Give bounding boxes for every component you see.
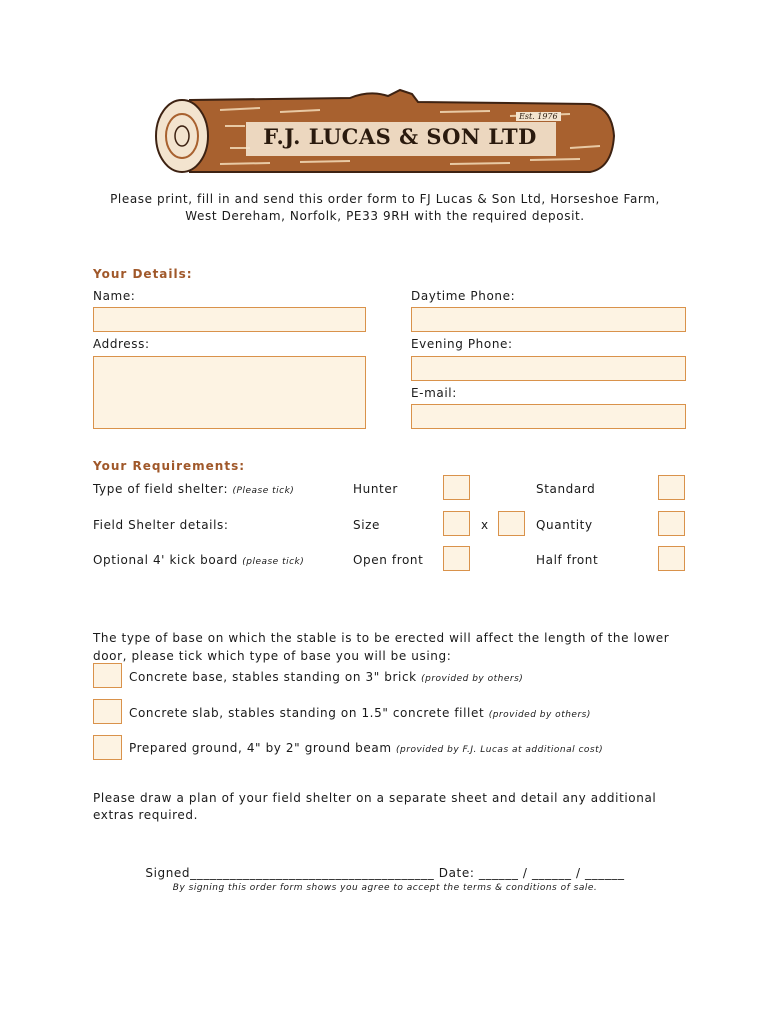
requirements-heading: Your Requirements:: [93, 459, 246, 473]
base-option-2-checkbox[interactable]: [93, 699, 122, 724]
intro-line-2: West Dereham, Norfolk, PE33 9RH with the required deposit.: [185, 209, 585, 223]
kick-board-label-text: Optional 4' kick board: [93, 553, 238, 567]
evening-phone-label: Evening Phone:: [411, 337, 513, 351]
base-intro-line-1: The type of base on which the stable is to be erected will affect the length of the lower: [93, 631, 670, 645]
daytime-phone-field[interactable]: [411, 307, 686, 332]
half-front-checkbox[interactable]: [658, 546, 685, 571]
address-label: Address:: [93, 337, 150, 351]
standard-label: Standard: [536, 482, 596, 496]
shelter-details-label: Field Shelter details:: [93, 518, 229, 532]
size-depth-field[interactable]: [498, 511, 525, 536]
company-logo: [150, 86, 620, 180]
size-width-field[interactable]: [443, 511, 470, 536]
base-option-1-text: Concrete base, stables standing on 3" brick: [129, 670, 417, 684]
address-field[interactable]: [93, 356, 366, 429]
kick-board-note: (please tick): [242, 557, 305, 567]
logo-est-label: Est. 1976: [516, 112, 561, 121]
signature-line[interactable]: Signed_____________________________________ Date: ______ / ______ / ______: [145, 866, 625, 880]
base-option-2-text: Concrete slab, stables standing on 1.5" concrete fillet: [129, 706, 485, 720]
shelter-type-label-text: Type of field shelter:: [93, 482, 229, 496]
open-front-checkbox[interactable]: [443, 546, 470, 571]
details-heading: Your Details:: [93, 267, 193, 281]
name-label: Name:: [93, 289, 136, 303]
base-option-1-checkbox[interactable]: [93, 663, 122, 688]
plan-line-1: Please draw a plan of your field shelter on a separate sheet and detail any additional: [93, 791, 657, 805]
base-intro-line-2: door, please tick which type of base you will be using:: [93, 649, 452, 663]
evening-phone-field[interactable]: [411, 356, 686, 381]
size-times-sign: x: [481, 518, 489, 532]
base-option-1-label: [129, 670, 523, 684]
email-label: E-mail:: [411, 386, 457, 400]
kick-board-label: [93, 553, 304, 567]
base-option-2-label: [129, 706, 591, 720]
hunter-checkbox[interactable]: [443, 475, 470, 500]
shelter-type-label: [93, 482, 294, 496]
half-front-label: Half front: [536, 553, 599, 567]
base-option-3-checkbox[interactable]: [93, 735, 122, 760]
quantity-label: Quantity: [536, 518, 593, 532]
name-field[interactable]: [93, 307, 366, 332]
base-option-2-note: (provided by others): [488, 710, 591, 720]
intro-line-1: Please print, fill in and send this order form to FJ Lucas & Son Ltd, Horseshoe Farm,: [110, 192, 660, 206]
base-option-3-text: Prepared ground, 4" by 2" ground beam: [129, 741, 392, 755]
quantity-field[interactable]: [658, 511, 685, 536]
open-front-label: Open front: [353, 553, 424, 567]
shelter-type-note: (Please tick): [232, 486, 295, 496]
daytime-phone-label: Daytime Phone:: [411, 289, 516, 303]
base-option-3-label: [129, 741, 603, 755]
logo-company-name: F.J. LUCAS & SON LTD: [263, 124, 537, 149]
base-option-3-note: (provided by F.J. Lucas at additional cost): [396, 745, 604, 755]
size-label: Size: [353, 518, 381, 532]
email-field[interactable]: [411, 404, 686, 429]
hunter-label: Hunter: [353, 482, 398, 496]
plan-line-2: extras required.: [93, 808, 199, 822]
base-option-1-note: (provided by others): [421, 674, 524, 684]
terms-notice: By signing this order form shows you agree to accept the terms & conditions of sale.: [172, 883, 598, 893]
standard-checkbox[interactable]: [658, 475, 685, 500]
